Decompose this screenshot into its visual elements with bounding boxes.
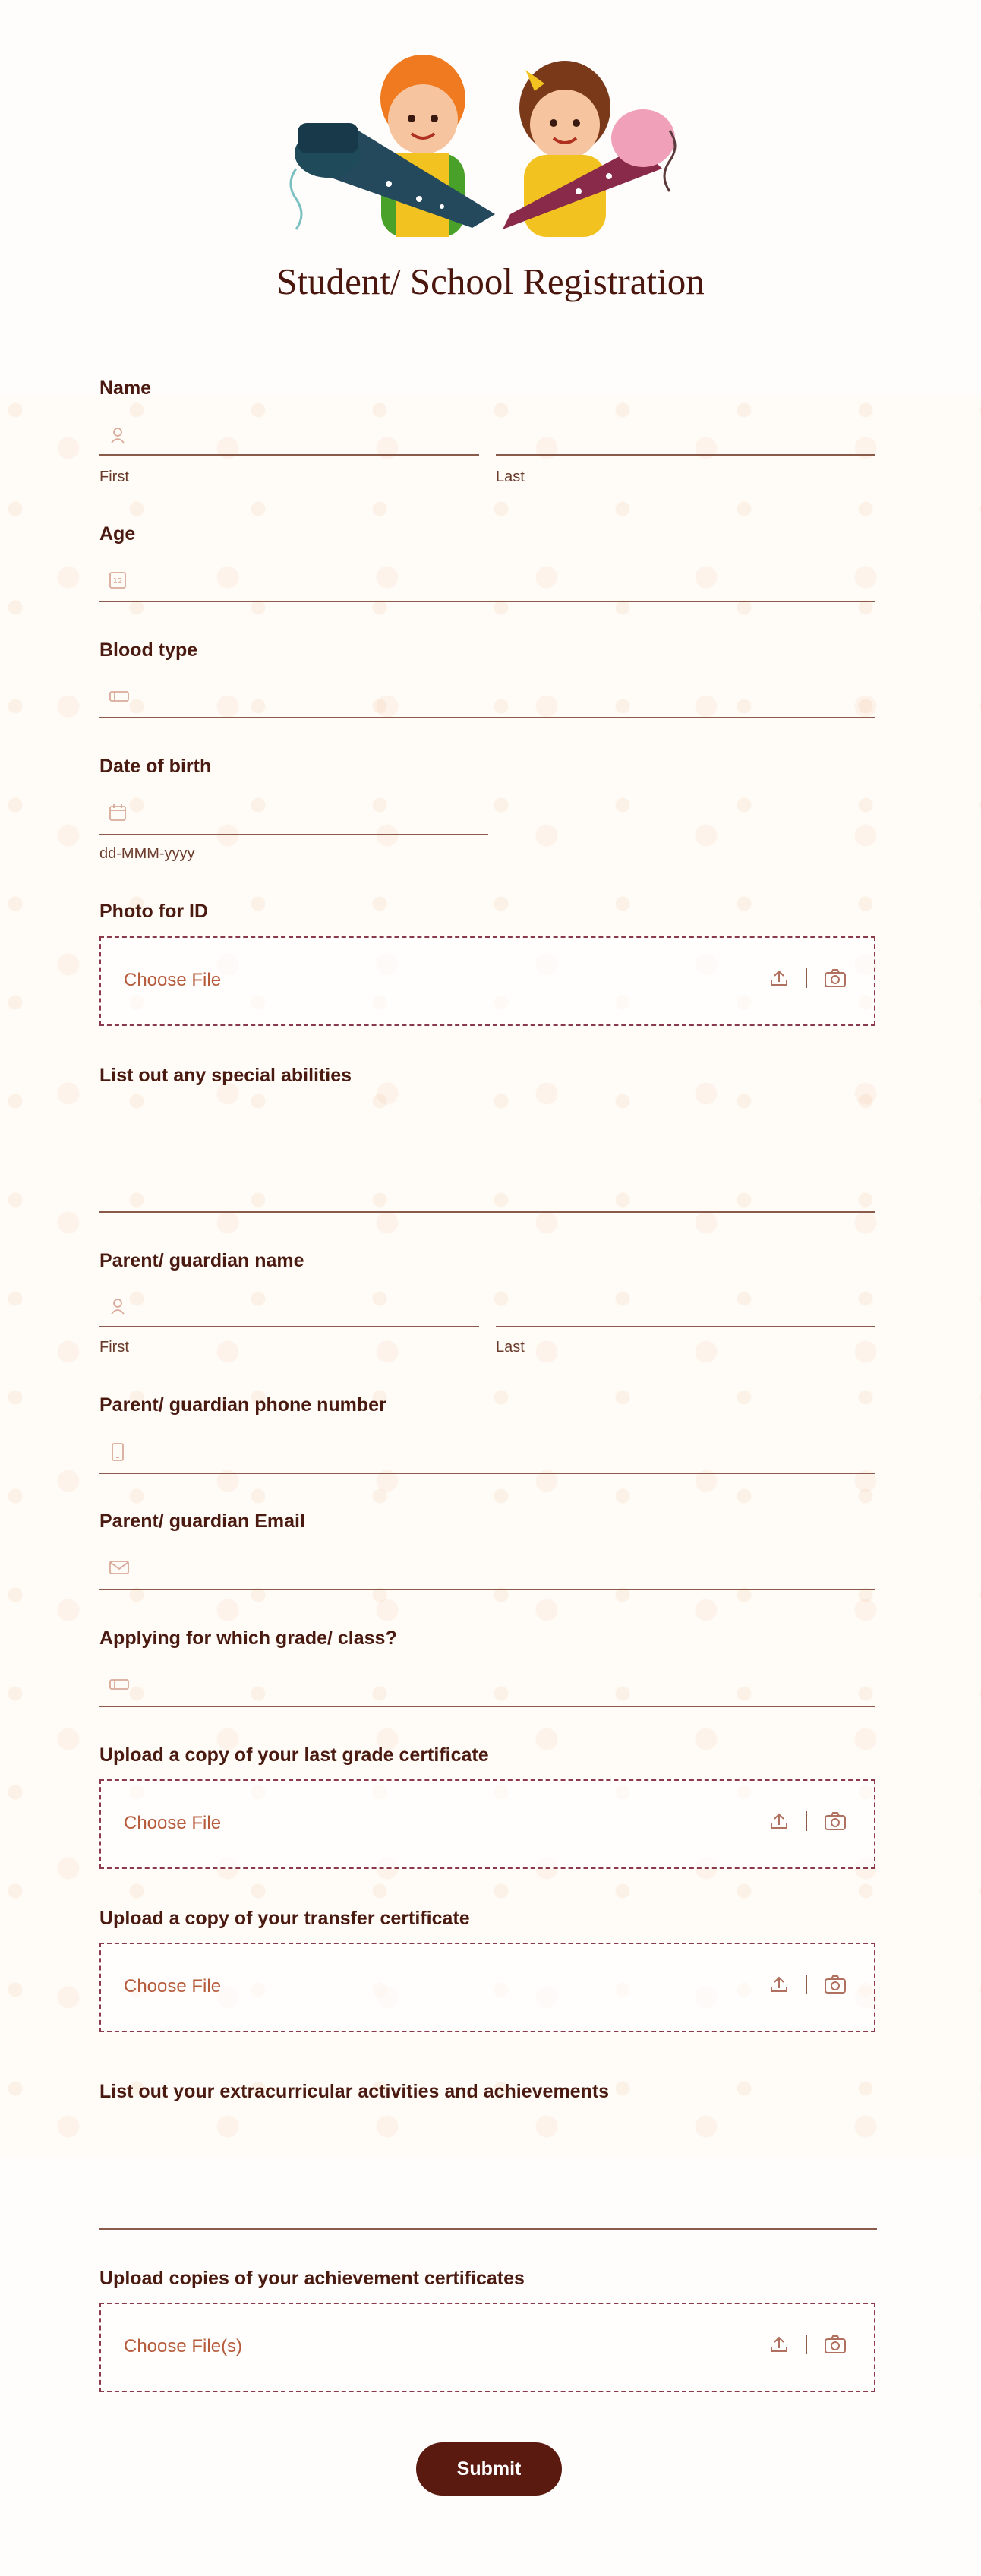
camera-icon[interactable] (824, 2334, 847, 2354)
blood-type-input[interactable] (99, 717, 875, 718)
guardian-phone-input[interactable] (99, 1473, 875, 1474)
photo-id-upload[interactable] (99, 936, 875, 1026)
submit-button[interactable]: Submit (416, 2442, 562, 2496)
upload-icon[interactable] (769, 968, 789, 988)
age-input[interactable] (99, 601, 875, 602)
name-last-sublabel: Last (496, 469, 525, 485)
calendar-icon[interactable] (109, 803, 127, 822)
extracurricular-textarea[interactable] (99, 2228, 877, 2230)
special-abilities-label: List out any special abilities (99, 1065, 352, 1086)
choose-files-button[interactable]: Choose File(s) (124, 2336, 243, 2357)
photo-id-label: Photo for ID (99, 901, 209, 922)
age-label: Age (99, 523, 136, 545)
svg-text:12: 12 (112, 577, 123, 586)
name-label: Name (99, 377, 152, 399)
guardian-email-label: Parent/ guardian Email (99, 1511, 305, 1532)
name-last-input[interactable] (496, 454, 875, 456)
upload-icon[interactable] (769, 2334, 789, 2354)
divider (806, 968, 807, 988)
user-icon (110, 427, 125, 444)
dob-input[interactable] (99, 834, 488, 835)
tag-icon (109, 1678, 130, 1691)
achievement-certs-upload[interactable] (99, 2303, 875, 2392)
transfer-cert-label: Upload a copy of your transfer certificate (99, 1908, 470, 1929)
last-grade-cert-upload[interactable] (99, 1779, 875, 1869)
tag-icon (109, 690, 130, 703)
user-icon (110, 1298, 125, 1315)
last-grade-cert-label: Upload a copy of your last grade certificate (99, 1744, 489, 1766)
camera-icon[interactable] (824, 1811, 847, 1831)
guardian-last-sublabel: Last (496, 1339, 525, 1356)
upload-icon[interactable] (769, 1811, 789, 1831)
grade-input[interactable] (99, 1706, 875, 1707)
blood-type-label: Blood type (99, 639, 198, 661)
choose-file-button[interactable]: Choose File (124, 1813, 222, 1833)
page-title: Student/ School Registration (276, 260, 705, 302)
mail-icon (109, 1560, 130, 1575)
choose-file-button[interactable]: Choose File (124, 1976, 222, 1997)
dob-label: Date of birth (99, 756, 212, 777)
dob-hint: dd-MMM-yyyy (99, 845, 195, 862)
transfer-cert-upload[interactable] (99, 1943, 875, 2032)
divider (806, 1975, 807, 1994)
guardian-email-input[interactable] (99, 1589, 875, 1590)
guardian-last-input[interactable] (496, 1326, 875, 1327)
divider (806, 2334, 807, 2354)
camera-icon[interactable] (824, 968, 847, 988)
guardian-first-sublabel: First (99, 1339, 129, 1356)
name-first-sublabel: First (99, 469, 129, 485)
extracurricular-label: List out your extracurricular activities and achievements (99, 2081, 610, 2102)
achievement-certs-label: Upload copies of your achievement certificates (99, 2268, 525, 2289)
special-abilities-textarea[interactable] (99, 1211, 875, 1213)
number-box-icon (109, 571, 127, 589)
choose-file-button[interactable]: Choose File (124, 970, 222, 990)
divider (806, 1811, 807, 1831)
guardian-name-label: Parent/ guardian name (99, 1250, 304, 1271)
camera-icon[interactable] (824, 1975, 847, 1994)
name-first-input[interactable] (99, 454, 479, 456)
guardian-first-input[interactable] (99, 1326, 479, 1327)
guardian-phone-label: Parent/ guardian phone number (99, 1394, 386, 1416)
phone-icon (111, 1442, 125, 1462)
grade-label: Applying for which grade/ class? (99, 1627, 397, 1649)
upload-icon[interactable] (769, 1975, 789, 1994)
